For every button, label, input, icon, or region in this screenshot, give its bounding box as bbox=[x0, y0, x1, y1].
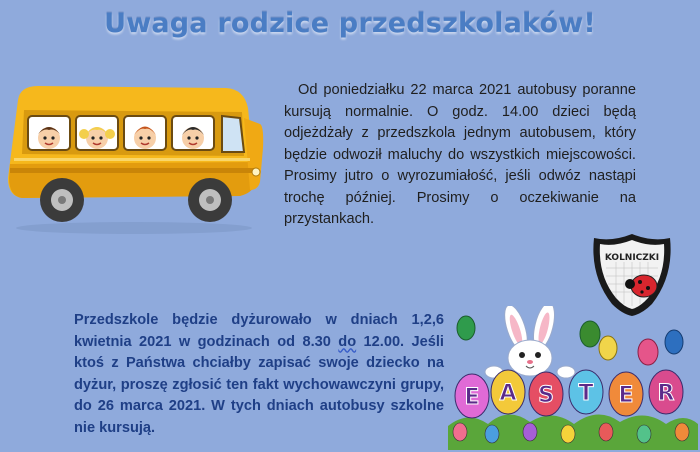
easter-letter: E bbox=[464, 385, 480, 410]
school-bus-icon bbox=[4, 78, 266, 238]
page-title: Uwaga rodzice przedszkolaków! bbox=[104, 8, 596, 39]
easter-letter: T bbox=[578, 381, 594, 406]
duty-text-underlined: do bbox=[338, 333, 357, 350]
duty-text-part: 12.00. Jeśli ktoś z Państwa chciałby zapisać swoje dziecko na dyżur, proszę zgłosić ten fakt wychowawczyni grupy, do 26 marca 2021. W tych dniach autobusy szkolne nie kursują. bbox=[74, 333, 444, 436]
duty-text-part: Przedszkole będzie dyżurowało w dniach 1,2,6 kwietnia 2021 w godzinach od 8.30 bbox=[74, 312, 444, 350]
logo-text: KOLNICZKI bbox=[604, 253, 660, 263]
announcement-paragraph-duty bbox=[74, 310, 444, 439]
easter-letter: S bbox=[538, 383, 554, 408]
easter-letter: R bbox=[657, 381, 675, 406]
kindergarten-logo bbox=[590, 232, 674, 316]
easter-bunny-eggs-illustration bbox=[448, 306, 698, 450]
easter-letter: E bbox=[618, 383, 634, 408]
announcement-paragraph-buses: Od poniedziałku 22 marca 2021 autobusy poranne kursują normalnie. O godz. 14.00 dzieci będą odjeżdżały z przedszkola jednym autobusem, który będzie odwoził maluchy do wszystkich miejscowości. Prosimy jutro o wyrozumiałość, jeśli odwóz nastąpi trochę później. Prosimy o oczekiwanie na przystankach. bbox=[284, 82, 636, 227]
easter-letter: A bbox=[499, 381, 517, 406]
